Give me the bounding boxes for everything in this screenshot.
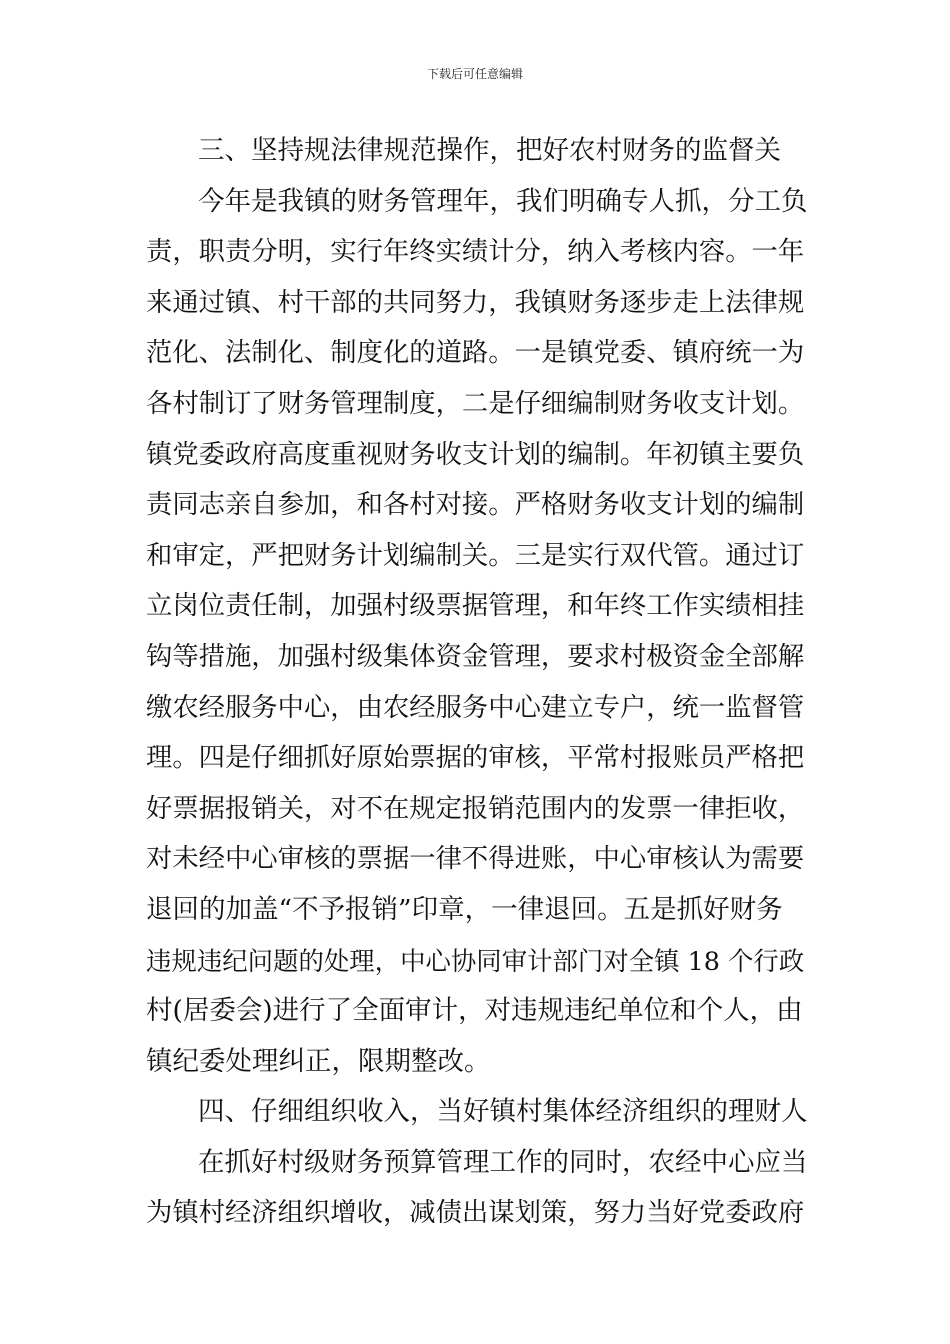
- paragraph-line: 缴农经服务中心，由农经服务中心建立专户，统一监督管: [146, 692, 805, 723]
- paragraph-line: 立岗位责任制，加强村级票据管理，和年终工作实绩相挂: [146, 591, 805, 622]
- page-header: 下载后可任意编辑: [426, 67, 523, 81]
- paragraph-line: 镇纪委处理纠正，限期整改。: [146, 1045, 491, 1077]
- paragraph-line: 为镇村经济组织增收，减债出谋划策，努力当好党委政府: [146, 1198, 805, 1229]
- paragraph-line: 违规违纪问题的处理，中心协同审计部门对全镇 18 个行政: [146, 945, 805, 976]
- paragraph-line: 今年是我镇的财务管理年，我们明确专人抓，分工负: [198, 185, 808, 217]
- paragraph-line: 来通过镇、村干部的共同努力，我镇财务逐步走上法律规: [146, 287, 805, 318]
- body-text: [146, 126, 808, 1239]
- paragraph-line: 对未经中心审核的票据一律不得进账，中心审核认为需要: [146, 844, 805, 875]
- paragraph-line: 镇党委政府高度重视财务收支计划的编制。年初镇主要负: [146, 439, 805, 470]
- paragraph-line: 范化、法制化、制度化的道路。一是镇党委、镇府统一为: [146, 338, 805, 369]
- paragraph-line: 理。四是仔细抓好原始票据的审核，平常村报账员严格把: [146, 743, 805, 774]
- paragraph-line: 和审定，严把财务计划编制关。三是实行双代管。通过订: [146, 540, 805, 571]
- paragraph-line: 退回的加盖“不予报销”印章，一律退回。五是抓好财务: [146, 893, 783, 925]
- paragraph-line: 村(居委会)进行了全面审计，对违规违纪单位和个人，由: [146, 995, 803, 1027]
- paragraph-line: 各村制订了财务管理制度，二是仔细编制财务收支计划。: [146, 388, 805, 419]
- paragraph-line: 钩等措施，加强村级集体资金管理，要求村极资金全部解: [146, 641, 805, 672]
- section-heading-3: 三、坚持规法律规范操作，把好农村财务的监督关: [198, 135, 781, 166]
- paragraph-line: 在抓好村级财务预算管理工作的同时，农经中心应当: [198, 1146, 808, 1178]
- paragraph-line: 责同志亲自参加，和各村对接。严格财务收支计划的编制: [146, 490, 805, 521]
- paragraph-line: 好票据报销关，对不在规定报销范围内的发票一律拒收，: [146, 793, 805, 824]
- paragraph-line: 责，职责分明，实行年终实绩计分，纳入考核内容。一年: [146, 237, 805, 268]
- section-heading-4: 四、仔细组织收入，当好镇村集体经济组织的理财人: [198, 1096, 808, 1128]
